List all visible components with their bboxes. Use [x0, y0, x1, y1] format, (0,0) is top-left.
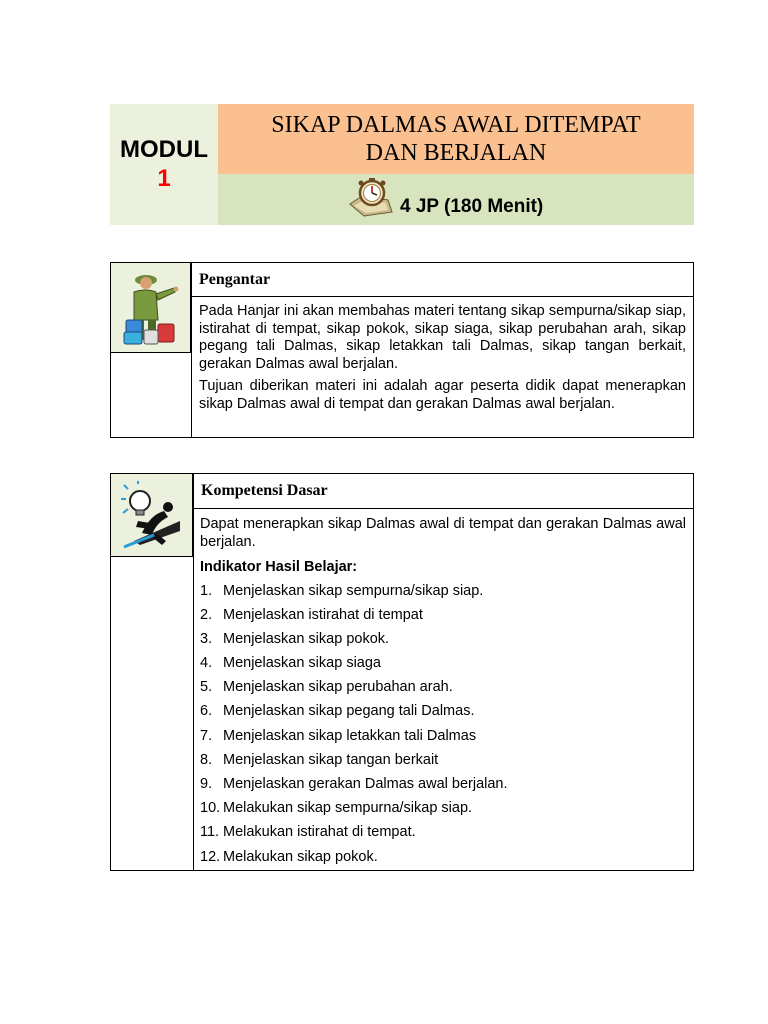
- list-item: [200, 728, 686, 752]
- list-item-text: Melakukan sikap sempurna/sikap siap.: [223, 800, 473, 817]
- module-title-box: [218, 104, 694, 174]
- indikator-list: [200, 583, 686, 873]
- module-label-box: [110, 104, 218, 225]
- list-item-text: Menjelaskan sikap siaga: [223, 655, 381, 672]
- list-item-number: 7.: [200, 727, 213, 744]
- list-item: [200, 655, 686, 679]
- list-item: [200, 776, 686, 800]
- duration-text: 4 JP (180 Menit): [400, 196, 544, 217]
- duration-box: [218, 174, 694, 225]
- list-item: [200, 583, 686, 607]
- module-number: 1: [157, 164, 171, 192]
- pengantar-section: [110, 262, 694, 438]
- list-item: [200, 703, 686, 727]
- lightbulb-climber-icon: [120, 481, 184, 549]
- indikator-title: Indikator Hasil Belajar:: [200, 559, 358, 575]
- kompetensi-icon-cell: [111, 474, 193, 557]
- module-title-line2: DAN BERJALAN: [365, 140, 547, 166]
- module-header: [110, 104, 694, 225]
- kompetensi-section: [110, 473, 694, 871]
- list-item-number: 4.: [200, 655, 213, 672]
- list-item-number: 9.: [200, 776, 213, 792]
- list-item-text: Menjelaskan sikap tangan berkait: [223, 751, 439, 768]
- list-item-text: Menjelaskan sikap perubahan arah.: [223, 679, 453, 696]
- list-item: [200, 679, 686, 703]
- list-item-number: 6.: [200, 703, 213, 720]
- list-item: [200, 800, 686, 824]
- pengantar-heading: Pengantar: [191, 263, 693, 297]
- list-item: [200, 752, 686, 776]
- list-item: [200, 849, 686, 873]
- list-item-number: 11.: [200, 824, 220, 841]
- module-label: MODUL: [120, 135, 208, 163]
- pengantar-paragraph-1: Pada Hanjar ini akan membahas materi tentang sikap sempurna/sikap siap, istirahat di tempat, sikap pokok, sikap siaga, sikap perubahan arah, sikap pegang tali Dalmas, sikap letakkan tali Dalmas, sikap tangan berkait, gerakan Dalmas awal berjalan.: [199, 303, 686, 372]
- pengantar-icon-cell: [111, 263, 191, 353]
- list-item-number: 2.: [200, 606, 213, 623]
- list-item-text: Menjelaskan gerakan Dalmas awal berjalan.: [223, 776, 508, 792]
- list-item-number: 12.: [200, 848, 221, 865]
- list-item-text: Menjelaskan sikap pokok.: [223, 630, 390, 647]
- kompetensi-body: [200, 516, 686, 873]
- list-item-number: 5.: [200, 679, 213, 696]
- list-item-text: Menjelaskan sikap sempurna/sikap siap.: [223, 582, 484, 599]
- list-item-text: Melakukan sikap pokok.: [223, 848, 378, 865]
- list-item-number: 8.: [200, 751, 213, 768]
- pengantar-paragraph-2: Tujuan diberikan materi ini adalah agar peserta didik dapat menerapkan sikap Dalmas awal di tempat dan gerakan Dalmas awal berjalan.: [199, 378, 686, 412]
- module-title-line1: SIKAP DALMAS AWAL DITEMPAT: [271, 112, 641, 138]
- list-item-number: 3.: [200, 630, 213, 647]
- list-item: [200, 631, 686, 655]
- list-item-text: Melakukan istirahat di tempat.: [223, 824, 416, 841]
- pengantar-body: [199, 303, 686, 413]
- list-item: [200, 824, 686, 848]
- list-item-number: 1.: [200, 582, 213, 599]
- list-item: [200, 607, 686, 631]
- kompetensi-paragraph: Dapat menerapkan sikap Dalmas awal di tempat dan gerakan Dalmas awal berjalan.: [200, 516, 686, 550]
- instructor-icon: [120, 268, 182, 348]
- kompetensi-heading: Kompetensi Dasar: [193, 474, 693, 509]
- list-item-text: Menjelaskan sikap letakkan tali Dalmas: [223, 727, 477, 744]
- list-item-text: Menjelaskan istirahat di tempat: [223, 606, 423, 623]
- list-item-text: Menjelaskan sikap pegang tali Dalmas.: [223, 703, 475, 720]
- list-item-number: 10.: [200, 800, 221, 817]
- clock-icon: [348, 176, 394, 218]
